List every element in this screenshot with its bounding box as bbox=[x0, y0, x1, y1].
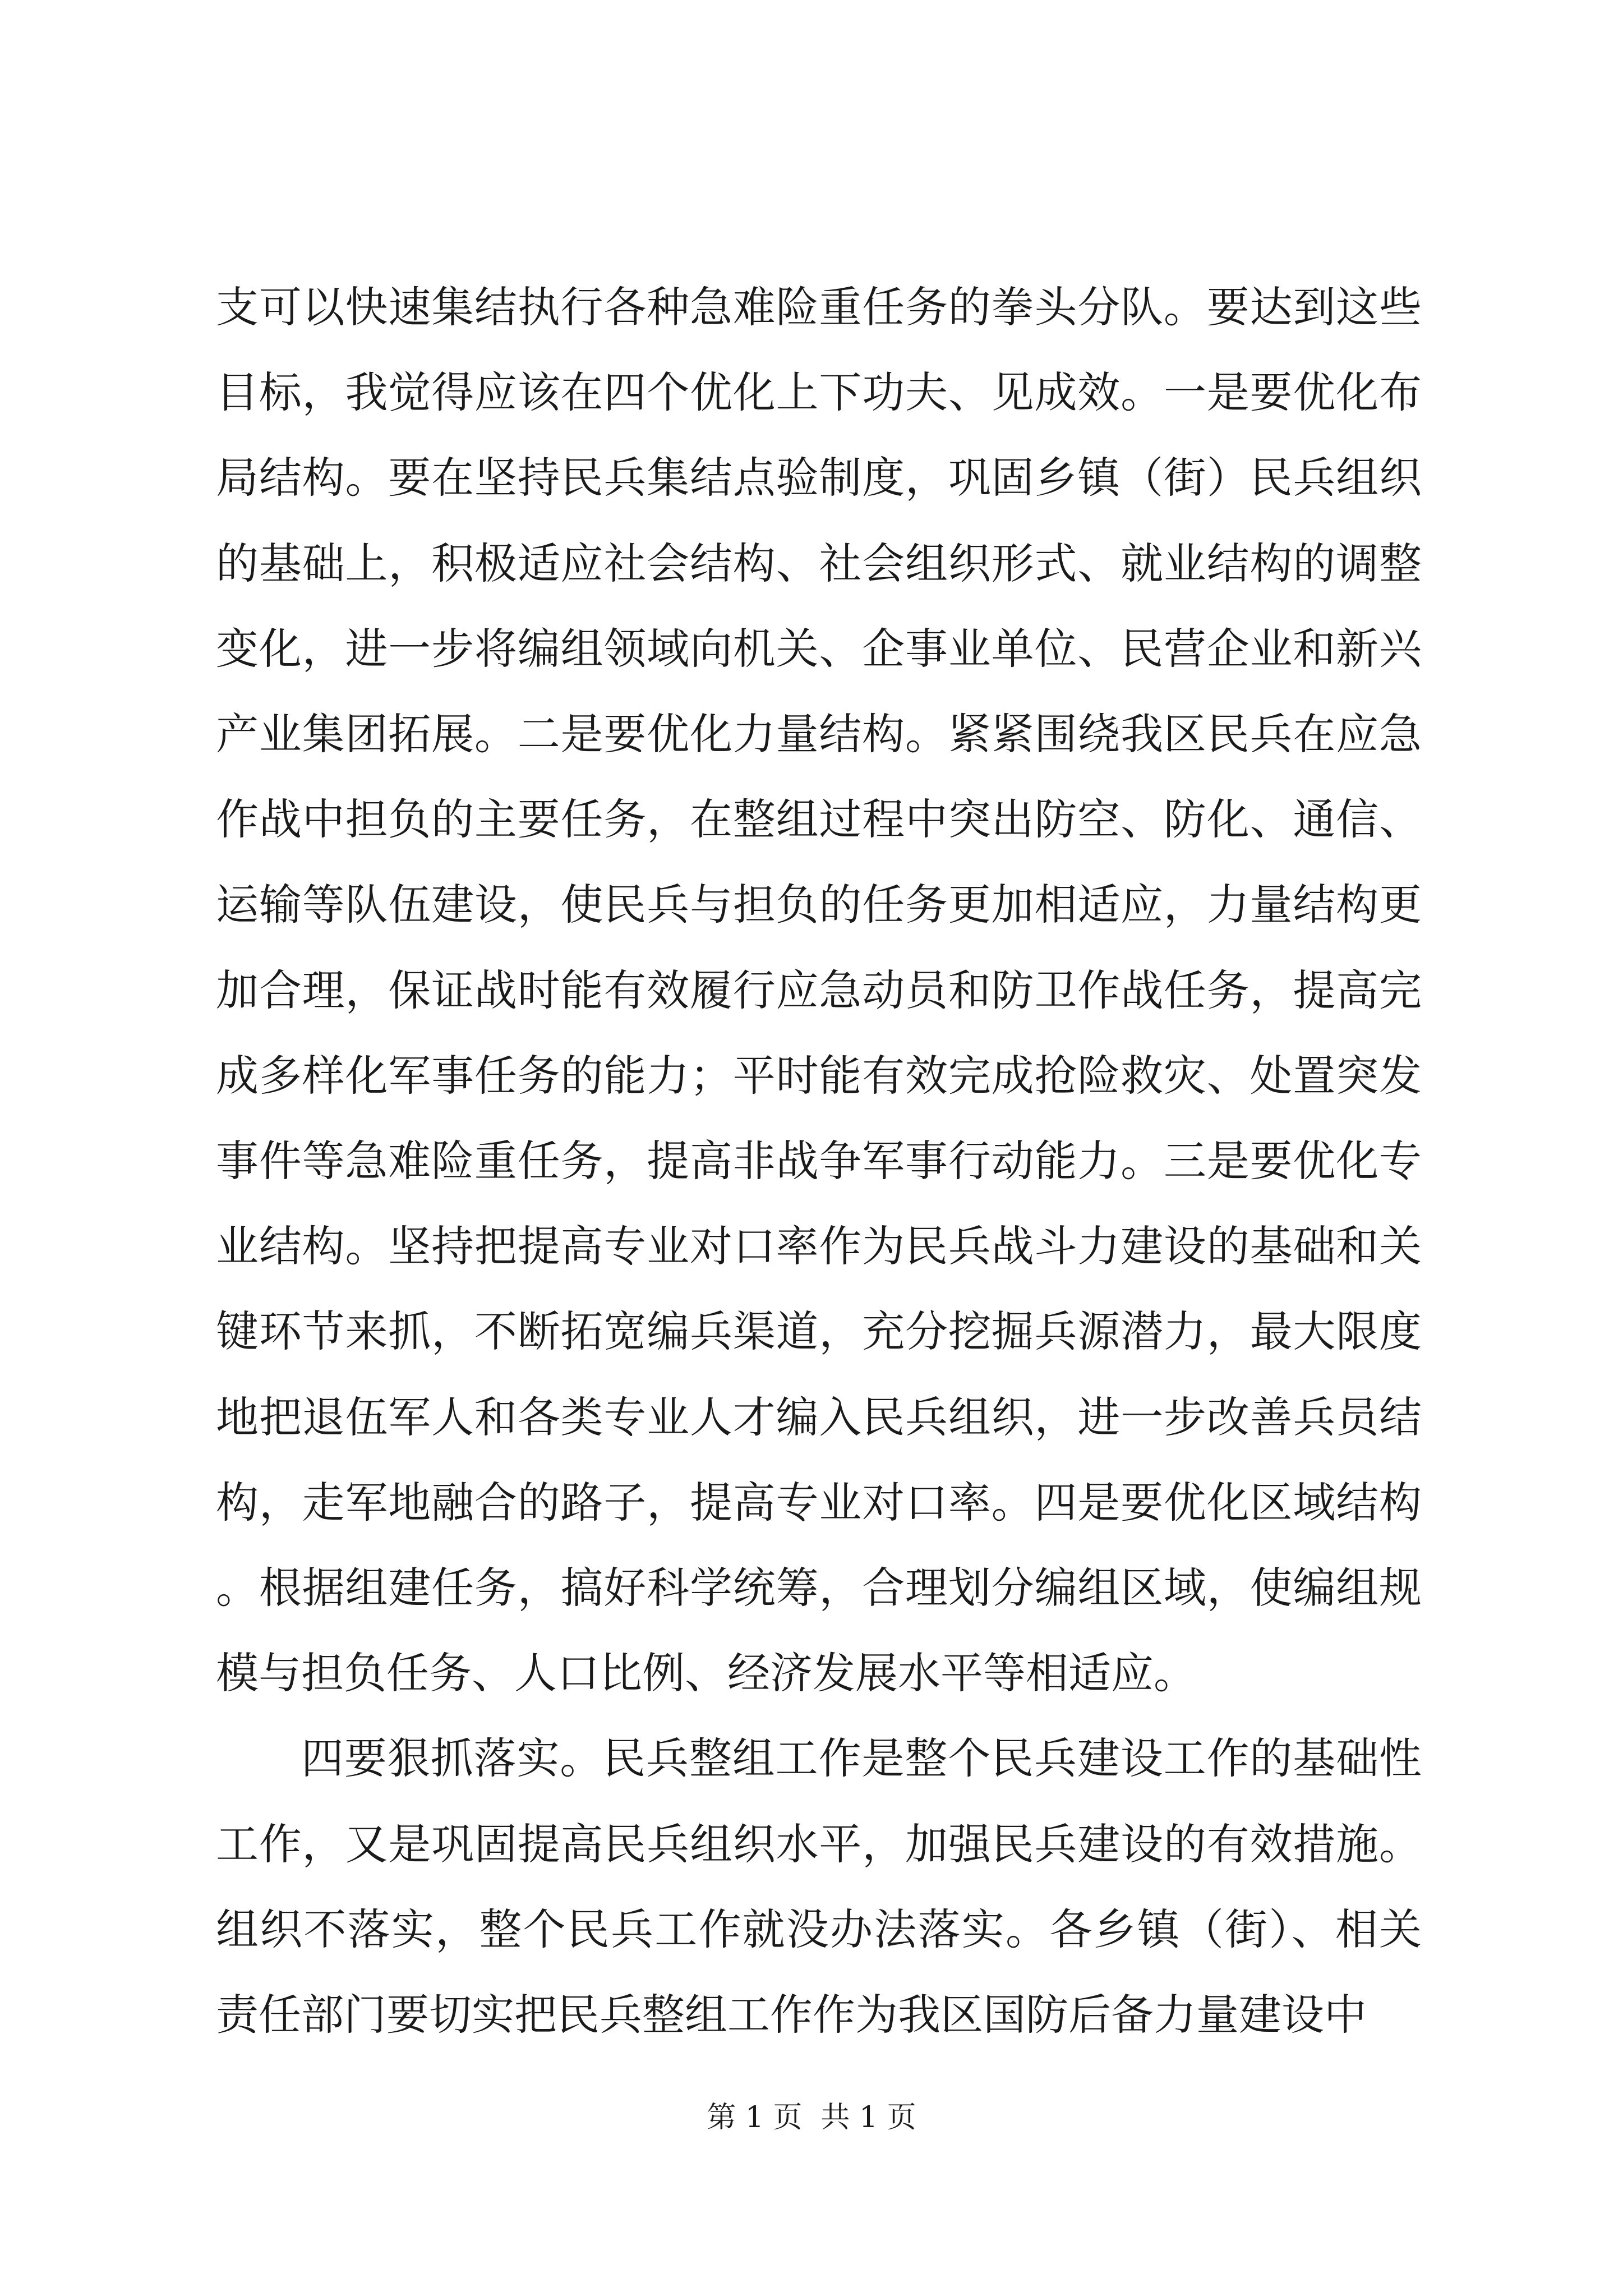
document-body bbox=[216, 265, 1422, 2058]
page-footer: 第 1 页 共 1 页 bbox=[707, 2101, 916, 2134]
paragraph-implementation: 四要狠抓落实。民兵整组工作是整个民兵建设工作的基础性工作，又是巩固提高民兵组织水平，加强民兵建设的有效措施。组织不落实，整个民兵工作就没办法落实。各乡镇（街）、相关责任部门要切实把民兵整组工作作为我区国防后备力量建设中 bbox=[216, 1733, 1422, 2040]
paragraph-optimization-structure: 支可以快速集结执行各种急难险重任务的拳头分队。要达到这些目标，我觉得应该在四个优化上下功夫、见成效。一是要优化布局结构。要在坚持民兵集结点验制度，巩固乡镇（街）民兵组织的基础上，积极适应社会结构、社会组织形式、就业结构的调整变化，进一步将编组领域向机关、企事业单位、民营企业和新兴产业集团拓展。二是要优化力量结构。紧紧围绕我区民兵在应急作战中担负的主要任务，在整组过程中突出防空、防化、通信、运输等队伍建设，使民兵与担负的任务更加相适应，力量结构更加合理，保证战时能有效履行应急动员和防卫作战任务，提高完成多样化军事任务的能力；平时能有效完成抢险救灾、处置突发事件等急难险重任务，提高非战争军事行动能力。三是要优化专业结构。坚持把提高专业对口率作为民兵战斗力建设的基础和关键环节来抓，不断拓宽编兵渠道，充分挖掘兵源潜力，最大限度地把退伍军人和各类专业人才编入民兵组织，进一步改善兵员结构，走军地融合的路子，提高专业对口率。四是要优化区域结构。根据组建任务，搞好科学统筹，合理划分编组区域，使编组规模与担负任务、人口比例、经济发展水平等相适应。 bbox=[216, 282, 1422, 1699]
